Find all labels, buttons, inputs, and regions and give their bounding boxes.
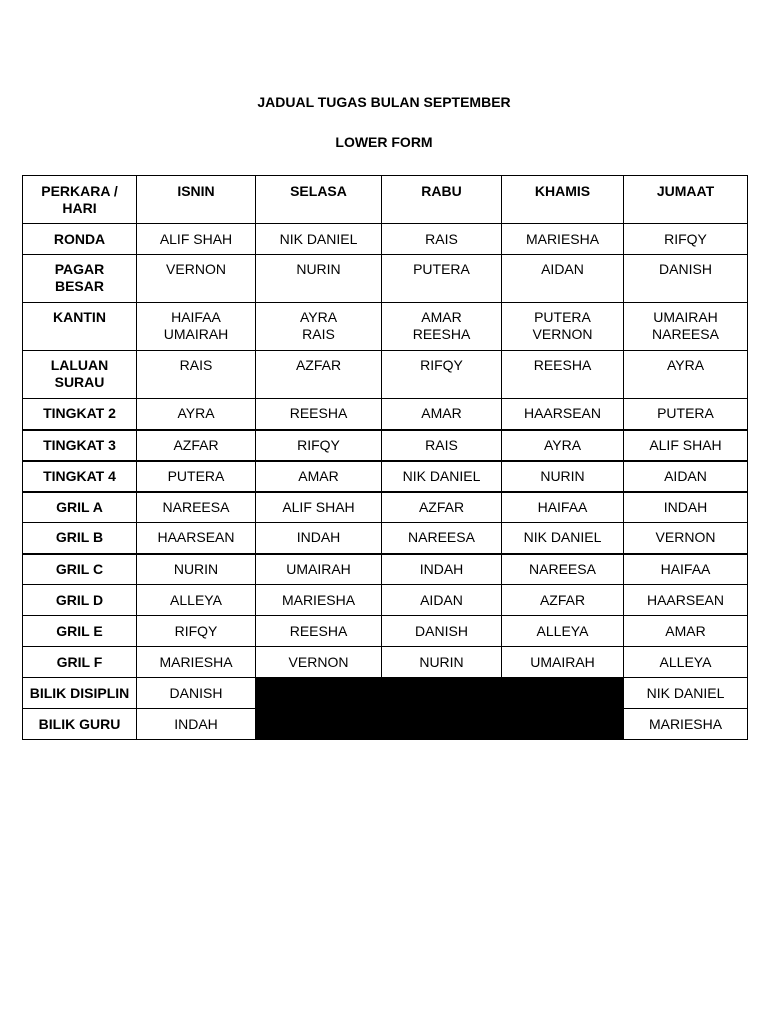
table-cell: MARIESHA [137,647,256,678]
table-cell: NAREESA [502,554,624,585]
row-label: TINGKAT 4 [23,461,137,492]
table-cell: VERNON [624,523,748,554]
table-cell: MARIESHA [502,224,624,255]
table-cell: AZFAR [256,351,382,399]
table-cell: NURIN [382,647,502,678]
row-label: RONDA [23,224,137,255]
table-cell: RIFQY [256,430,382,461]
table-cell: VERNON [137,255,256,303]
table-cell: AMAR [256,461,382,492]
row-label: BILIK DISIPLIN [23,678,137,709]
row-label [23,351,137,399]
row-label: KANTIN [23,303,137,351]
table-cell: DANISH [382,616,502,647]
table-cell [624,303,748,351]
table-cell: RIFQY [624,224,748,255]
table-cell: RAIS [137,351,256,399]
table-cell: ALLEYA [502,616,624,647]
row-label: GRIL B [23,523,137,554]
header-khamis: KHAMIS [502,176,624,224]
row-label: TINGKAT 2 [23,399,137,430]
table-cell [382,303,502,351]
table-row [23,430,748,461]
table-row [23,255,748,303]
row-label: GRIL D [23,585,137,616]
table-row [23,461,748,492]
table-row [23,616,748,647]
table-cell: REESHA [256,616,382,647]
table-cell: ALLEYA [137,585,256,616]
table-row [23,678,748,709]
cell-line: REESHA [412,326,471,342]
table-cell: REESHA [256,399,382,430]
table-cell: UMAIRAH [502,647,624,678]
table-cell: RIFQY [382,351,502,399]
table-cell: PUTERA [382,255,502,303]
table-header-row [23,176,748,224]
table-cell: NURIN [256,255,382,303]
table-cell: RAIS [382,430,502,461]
row-label: BILIK GURU [23,709,137,740]
table-cell: NIK DANIEL [502,523,624,554]
table-cell: ALIF SHAH [137,224,256,255]
table-cell: NURIN [502,461,624,492]
table-row [23,554,748,585]
table-cell: NIK DANIEL [624,678,748,709]
table-cell: RIFQY [137,616,256,647]
blocked-cell [256,678,624,740]
table-cell: UMAIRAH [256,554,382,585]
cell-line: RAIS [302,326,335,342]
cell-line: PUTERA [534,309,591,325]
table-cell: AZFAR [382,492,502,523]
row-label-line: BESAR [54,278,104,294]
table-cell [137,303,256,351]
header-rabu: RABU [382,176,502,224]
table-cell: HAIFAA [624,554,748,585]
table-cell: HAARSEAN [624,585,748,616]
row-label: TINGKAT 3 [23,430,137,461]
table-row [23,647,748,678]
table-cell: ALIF SHAH [624,430,748,461]
table-cell: AIDAN [624,461,748,492]
table-cell: MARIESHA [256,585,382,616]
table-cell: ALIF SHAH [256,492,382,523]
table-cell: VERNON [256,647,382,678]
table-cell: HAIFAA [502,492,624,523]
table-cell: AMAR [624,616,748,647]
table-cell: AIDAN [502,255,624,303]
table-row [23,492,748,523]
table-cell: NURIN [137,554,256,585]
header-jumaat: JUMAAT [624,176,748,224]
row-label: GRIL C [23,554,137,585]
document-subtitle: LOWER FORM [335,134,433,150]
table-cell: AMAR [382,399,502,430]
table-row [23,351,748,399]
cell-line: AYRA [299,309,338,325]
cell-line: NAREESA [652,326,719,342]
table-cell: PUTERA [137,461,256,492]
table-cell: AZFAR [137,430,256,461]
table-cell: NAREESA [137,492,256,523]
table-cell: AYRA [502,430,624,461]
table-cell: RAIS [382,224,502,255]
table-cell: HAARSEAN [137,523,256,554]
table-row [23,399,748,430]
table-cell: HAARSEAN [502,399,624,430]
table-row [23,523,748,554]
cell-line: AMAR [421,309,462,325]
cell-line: UMAIRAH [163,326,229,342]
table-cell: REESHA [502,351,624,399]
table-cell: NAREESA [382,523,502,554]
table-cell: INDAH [256,523,382,554]
table-cell: AYRA [137,399,256,430]
row-label-line: SURAU [54,374,105,390]
cell-line: VERNON [532,326,593,342]
duty-schedule-table [22,175,748,740]
row-label-line: LALUAN [50,357,109,373]
header-isnin: ISNIN [137,176,256,224]
row-label [23,255,137,303]
table-row [23,585,748,616]
document-title: JADUAL TUGAS BULAN SEPTEMBER [257,94,511,110]
table-cell: MARIESHA [624,709,748,740]
table-row [23,224,748,255]
header-selasa: SELASA [256,176,382,224]
table-row [23,303,748,351]
table-cell: INDAH [137,709,256,740]
row-label: GRIL E [23,616,137,647]
table-cell: INDAH [382,554,502,585]
table-cell: AZFAR [502,585,624,616]
header-perkara-hari: PERKARA / HARI [23,176,137,224]
row-label: GRIL A [23,492,137,523]
table-cell: DANISH [137,678,256,709]
cell-line: HAIFAA [171,309,221,325]
table-cell: PUTERA [624,399,748,430]
table-cell: INDAH [624,492,748,523]
row-label: GRIL F [23,647,137,678]
row-label-line: PAGAR [54,261,105,277]
table-cell: AIDAN [382,585,502,616]
table-cell [502,303,624,351]
table-cell: ALLEYA [624,647,748,678]
table-cell: NIK DANIEL [256,224,382,255]
cell-line: UMAIRAH [653,309,718,325]
table-cell: NIK DANIEL [382,461,502,492]
table-cell: AYRA [624,351,748,399]
table-cell: DANISH [624,255,748,303]
table-cell [256,303,382,351]
